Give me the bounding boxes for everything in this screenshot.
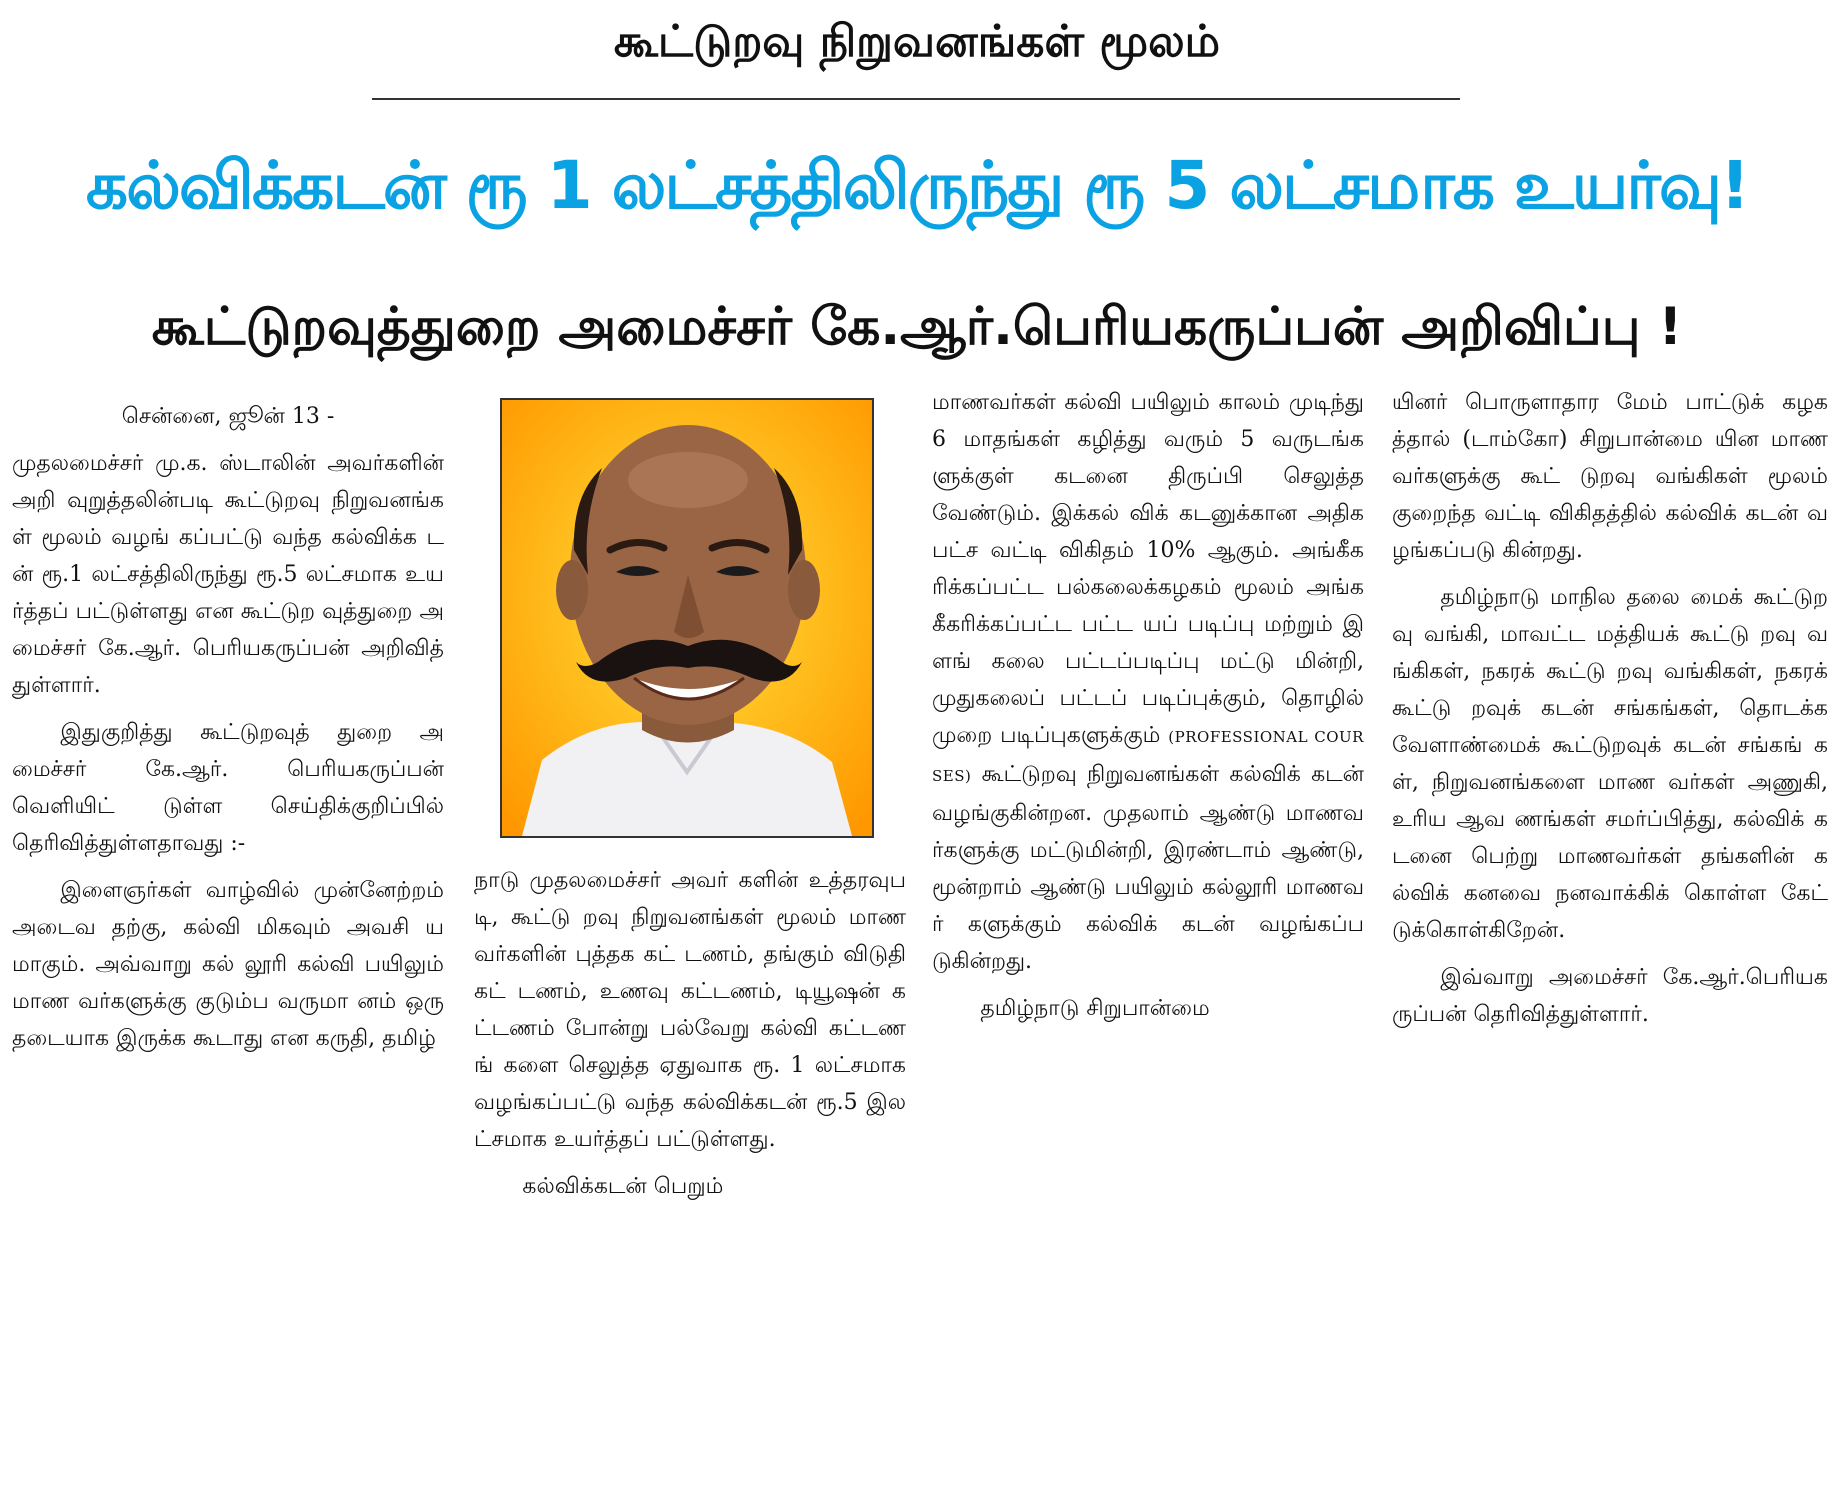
column3-paragraph-1-tail: கூட்டுறவு நிறுவனங்கள் கல்விக் கடன் வழங்குகின்றன. முதலாம் ஆண்டு மாணவர்களுக்கு மட்டுமின்றி, இரண்டாம் ஆண்டு, மூன்றாம் ஆண்டு பயிலும் கல்லூரி மாணவர் களுக்கும் கல்விக் கடன் வழங்கப்படுகின்றது. <box>932 762 1364 974</box>
article-column-3 <box>932 384 1364 1490</box>
column2-paragraph-2: கல்விக்கடன் பெறும் <box>522 1174 724 1199</box>
column2-paragraph-1: நாடு முதலமைச்சர் அவர் களின் உத்தரவுபடி, கூட்டு றவு நிறுவனங்கள் மூலம் மாண வர்களின் புத்தக கட் டணம், தங்கும் விடுதி கட் டணம், உணவு கட்டணம், டியூஷன் கட்டணம் போன்று பல்வேறு கல்வி கட்டணங் களை செலுத்த ஏதுவாக ரூ. 1 லட்சமாக வழங்கப்பட்டு வந்த கல்விக்கடன் ரூ.5 இலட்சமாக உயர்த்தப் பட்டுள்ளது. <box>474 868 906 1152</box>
dateline: சென்னை, ஜூன் 13 - <box>121 404 335 429</box>
kicker-heading: கூட்டுறவு நிறுவனங்கள் மூலம் <box>613 16 1221 67</box>
portrait-illustration <box>502 400 872 836</box>
column3-paragraph-1-text: மாணவர்கள் கல்வி பயிலும் காலம் முடிந்து 6 மாதங்கள் கழித்து வரும் 5 வருடங்க ளுக்குள் கடனை திருப்பி செலுத்த வேண்டும். இக்கல் விக் கடனுக்கான அதிக பட்ச வட்டி விகிதம் 10% ஆகும். அங்கீகரிக்கப்பட்ட பல்கலைக்கழகம் மூலம் அங்ககீகரிக்கப்பட்ட பட்ட யப் படிப்பு மற்றும் இளங் கலை பட்டப்படிப்பு மட்டு மின்றி, முதுகலைப் பட்டப் படிப்புக்கும், தொழில் முறை படிப்புகளுக்கும் <box>932 390 1364 748</box>
column4-paragraph-1: யினர் பொருளாதார மேம் பாட்டுக் கழகத்தால் (டாம்கோ) சிறுபான்மை யின மாணவர்களுக்கு கூட் டுறவு வங்கிகள் மூலம் குறைந்த வட்டி விகிதத்தில் கல்விக் கடன் வழங்கப்படு கின்றது. <box>1392 390 1828 563</box>
article-column-2 <box>474 862 906 1490</box>
column1-paragraph-3: இளைஞர்கள் வாழ்வில் முன்னேற்றம் அடைவ தற்கு, கல்வி மிகவும் அவசி யமாகும். அவ்வாறு கல் லூரி கல்வி பயிலும் மாண வர்களுக்கு குடும்ப வருமா னம் ஒரு தடையாக இருக்க கூடாது என கருதி, தமிழ் <box>12 878 444 1051</box>
subheadline: கூட்டுறவுத்துறை அமைச்சர் கே.ஆர்.பெரியகருப்பன் அறிவிப்பு ! <box>151 297 1683 357</box>
column1-paragraph-1: முதலமைச்சர் மு.க. ஸ்டாலின் அவர்களின் அறி வுறுத்தலின்படி கூட்டுறவு நிறுவனங்கள் மூலம் வழங் கப்பட்டு வந்த கல்விக்க டன் ரூ.1 லட்சத்திலிருந்து ரூ.5 லட்சமாக உயர்த்தப் பட்டுள்ளது என கூட்டுற வுத்துறை அமைச்சர் கே.ஆர். பெரியகருப்பன் அறிவித் துள்ளார். <box>12 451 444 698</box>
article-column-4 <box>1392 384 1828 1490</box>
column4-paragraph-3: இவ்வாறு அமைச்சர் கே.ஆர்.பெரியகருப்பன் தெரிவித்துள்ளார். <box>1392 965 1828 1027</box>
column4-paragraph-2: தமிழ்நாடு மாநில தலை மைக் கூட்டுறவு வங்கி, மாவட்ட மத்தியக் கூட்டு றவு வங்கிகள், நகரக் கூட்டு றவு வங்கிகள், நகரக் கூட்டு றவுக் கடன் சங்கங்கள், தொடக்க வேளாண்மைக் கூட்டுறவுக் கடன் சங்கங் கள், நிறுவனங்களை மாண வர்கள் அணுகி, உரிய ஆவ ணங்கள் சமர்ப்பித்து, கல்விக் கடனை பெற்று மாணவர்கள் தங்களின் கல்விக் கனவை நனவாக்கிக் கொள்ள கேட் டுக்கொள்கிறேன். <box>1392 585 1828 943</box>
professional-courses-label: (PROFESSIONAL COURSES) <box>932 728 1364 785</box>
minister-photo <box>500 398 874 838</box>
column1-paragraph-2: இதுகுறித்து கூட்டுறவுத் துறை அமைச்சர் கே.ஆர். பெரியகருப்பன் வெளியிட் டுள்ள செய்திக்குறிப்பில் தெரிவித்துள்ளதாவது :- <box>12 720 444 856</box>
column3-paragraph-1 <box>932 384 1364 980</box>
kicker-underline <box>372 98 1460 100</box>
column3-paragraph-2: தமிழ்நாடு சிறுபான்மை <box>980 996 1210 1021</box>
headline: கல்விக்கடன் ரூ 1 லட்சத்திலிருந்து ரூ 5 லட்சமாக உயர்வு! <box>85 147 1749 224</box>
article-column-1 <box>12 398 444 1490</box>
